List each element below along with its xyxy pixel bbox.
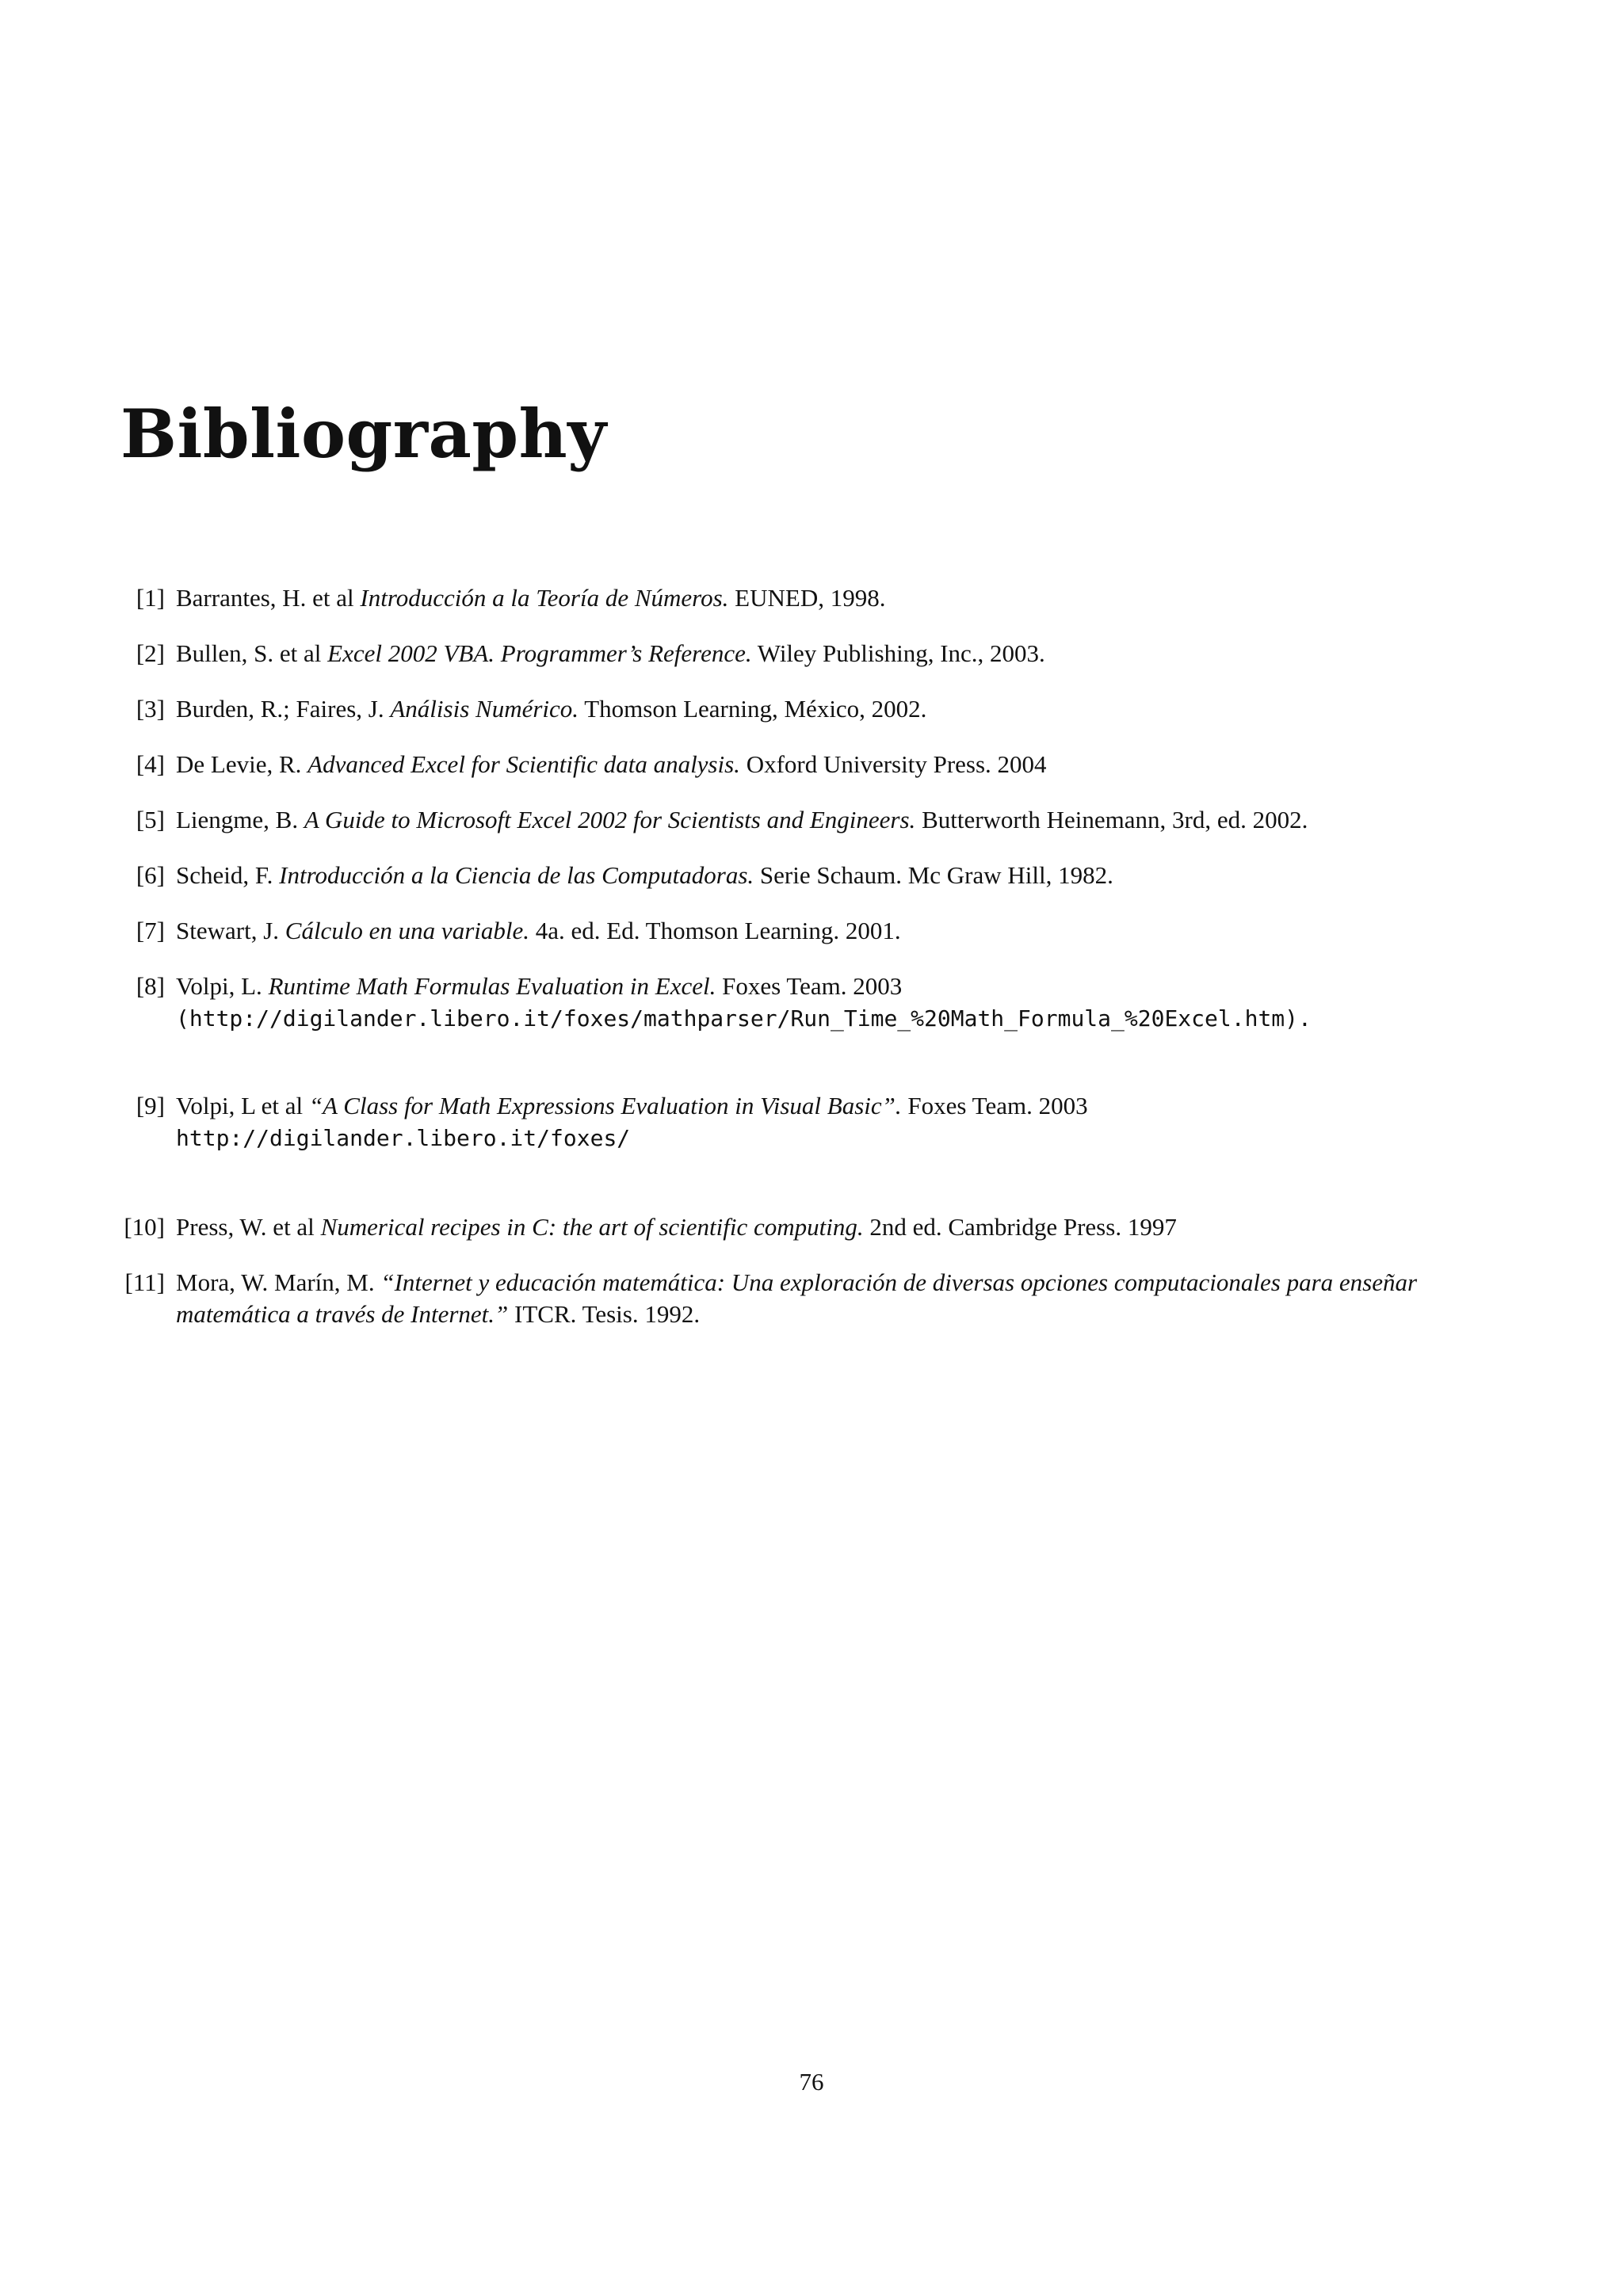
reference-publisher: Foxes Team. 2003 (901, 1092, 1088, 1119)
reference-title: Runtime Math Formulas Evaluation in Excel. (268, 972, 716, 1000)
reference-9 (119, 1090, 1444, 1154)
reference-url: (http://digilander.libero.it/foxes/mathparser/Run_Time_%20Math_Formula_%20Excel.htm). (176, 1005, 1312, 1032)
reference-authors: Press, W. et al (176, 1213, 321, 1241)
reference-label: [11] (124, 1268, 165, 1296)
reference-text (176, 804, 1444, 836)
reference-4 (119, 749, 1444, 780)
reference-3 (119, 693, 1444, 725)
reference-label: [7] (136, 917, 165, 944)
bibliography-list (119, 582, 1444, 1330)
reference-title: Introducción a la Ciencia de las Computadoras. (279, 861, 754, 889)
reference-title: Introducción a la Teoría de Números. (360, 584, 729, 612)
reference-publisher: Serie Schaum. Mc Graw Hill, 1982. (754, 861, 1113, 889)
reference-10 (119, 1211, 1444, 1243)
reference-publisher: Foxes Team. 2003 (716, 972, 903, 1000)
reference-url: http://digilander.libero.it/foxes/ (176, 1125, 631, 1151)
reference-authors: Mora, W. Marín, M. (176, 1268, 381, 1296)
reference-8 (119, 971, 1444, 1035)
reference-title: Advanced Excel for Scientific data analysis. (307, 750, 740, 778)
reference-text (176, 693, 1444, 725)
reference-label: [5] (136, 806, 165, 833)
reference-title: Análisis Numérico. (390, 695, 579, 723)
reference-authors: De Levie, R. (176, 750, 308, 778)
reference-text (176, 1090, 1444, 1154)
reference-5 (119, 804, 1444, 836)
reference-publisher: 4a. ed. Ed. Thomson Learning. 2001. (529, 917, 901, 944)
reference-title: Numerical recipes in C: the art of scientific computing. (320, 1213, 864, 1241)
reference-label: [6] (136, 861, 165, 889)
page-title: Bibliography (120, 395, 607, 473)
reference-title: “A Class for Math Expressions Evaluation in Visual Basic”. (308, 1092, 902, 1119)
reference-authors: Bullen, S. et al (176, 639, 328, 667)
reference-publisher: Butterworth Heinemann, 3rd, ed. 2002. (915, 806, 1308, 833)
reference-11 (119, 1267, 1444, 1330)
reference-authors: Stewart, J. (176, 917, 285, 944)
reference-authors: Liengme, B. (176, 806, 304, 833)
reference-publisher: Oxford University Press. 2004 (739, 750, 1047, 778)
reference-publisher: Thomson Learning, México, 2002. (579, 695, 927, 723)
reference-text (176, 1267, 1444, 1330)
reference-label: [8] (136, 972, 165, 1000)
reference-7 (119, 915, 1444, 947)
reference-authors: Volpi, L et al (176, 1092, 309, 1119)
reference-1 (119, 582, 1444, 614)
reference-title: Cálculo en una variable. (285, 917, 529, 944)
reference-text (176, 749, 1444, 780)
reference-label: [10] (124, 1213, 165, 1241)
reference-title: “Internet y educación matemática: Una exploración de diversas opciones computacionales para enseñar matemática a través de Internet.” (176, 1268, 1418, 1328)
reference-publisher: Wiley Publishing, Inc., 2003. (751, 639, 1045, 667)
reference-title: Excel 2002 VBA. Programmer’s Reference. (327, 639, 752, 667)
reference-text (176, 638, 1444, 669)
reference-2 (119, 638, 1444, 669)
reference-authors: Scheid, F. (176, 861, 280, 889)
reference-label: [9] (136, 1092, 165, 1119)
reference-label: [3] (136, 695, 165, 723)
reference-label: [1] (136, 584, 165, 612)
reference-authors: Barrantes, H. et al (176, 584, 361, 612)
reference-6 (119, 860, 1444, 891)
reference-text (176, 582, 1444, 614)
reference-publisher: EUNED, 1998. (728, 584, 886, 612)
reference-text (176, 971, 1444, 1035)
reference-text (176, 860, 1444, 891)
reference-title: A Guide to Microsoft Excel 2002 for Scientists and Engineers. (304, 806, 916, 833)
reference-text (176, 915, 1444, 947)
reference-authors: Volpi, L. (176, 972, 269, 1000)
reference-label: [2] (136, 639, 165, 667)
page-number: 76 (799, 2068, 824, 2096)
reference-text (176, 1211, 1444, 1243)
reference-publisher: 2nd ed. Cambridge Press. 1997 (863, 1213, 1177, 1241)
reference-authors: Burden, R.; Faires, J. (176, 695, 391, 723)
reference-label: [4] (136, 750, 165, 778)
reference-publisher: ITCR. Tesis. 1992. (508, 1300, 701, 1328)
